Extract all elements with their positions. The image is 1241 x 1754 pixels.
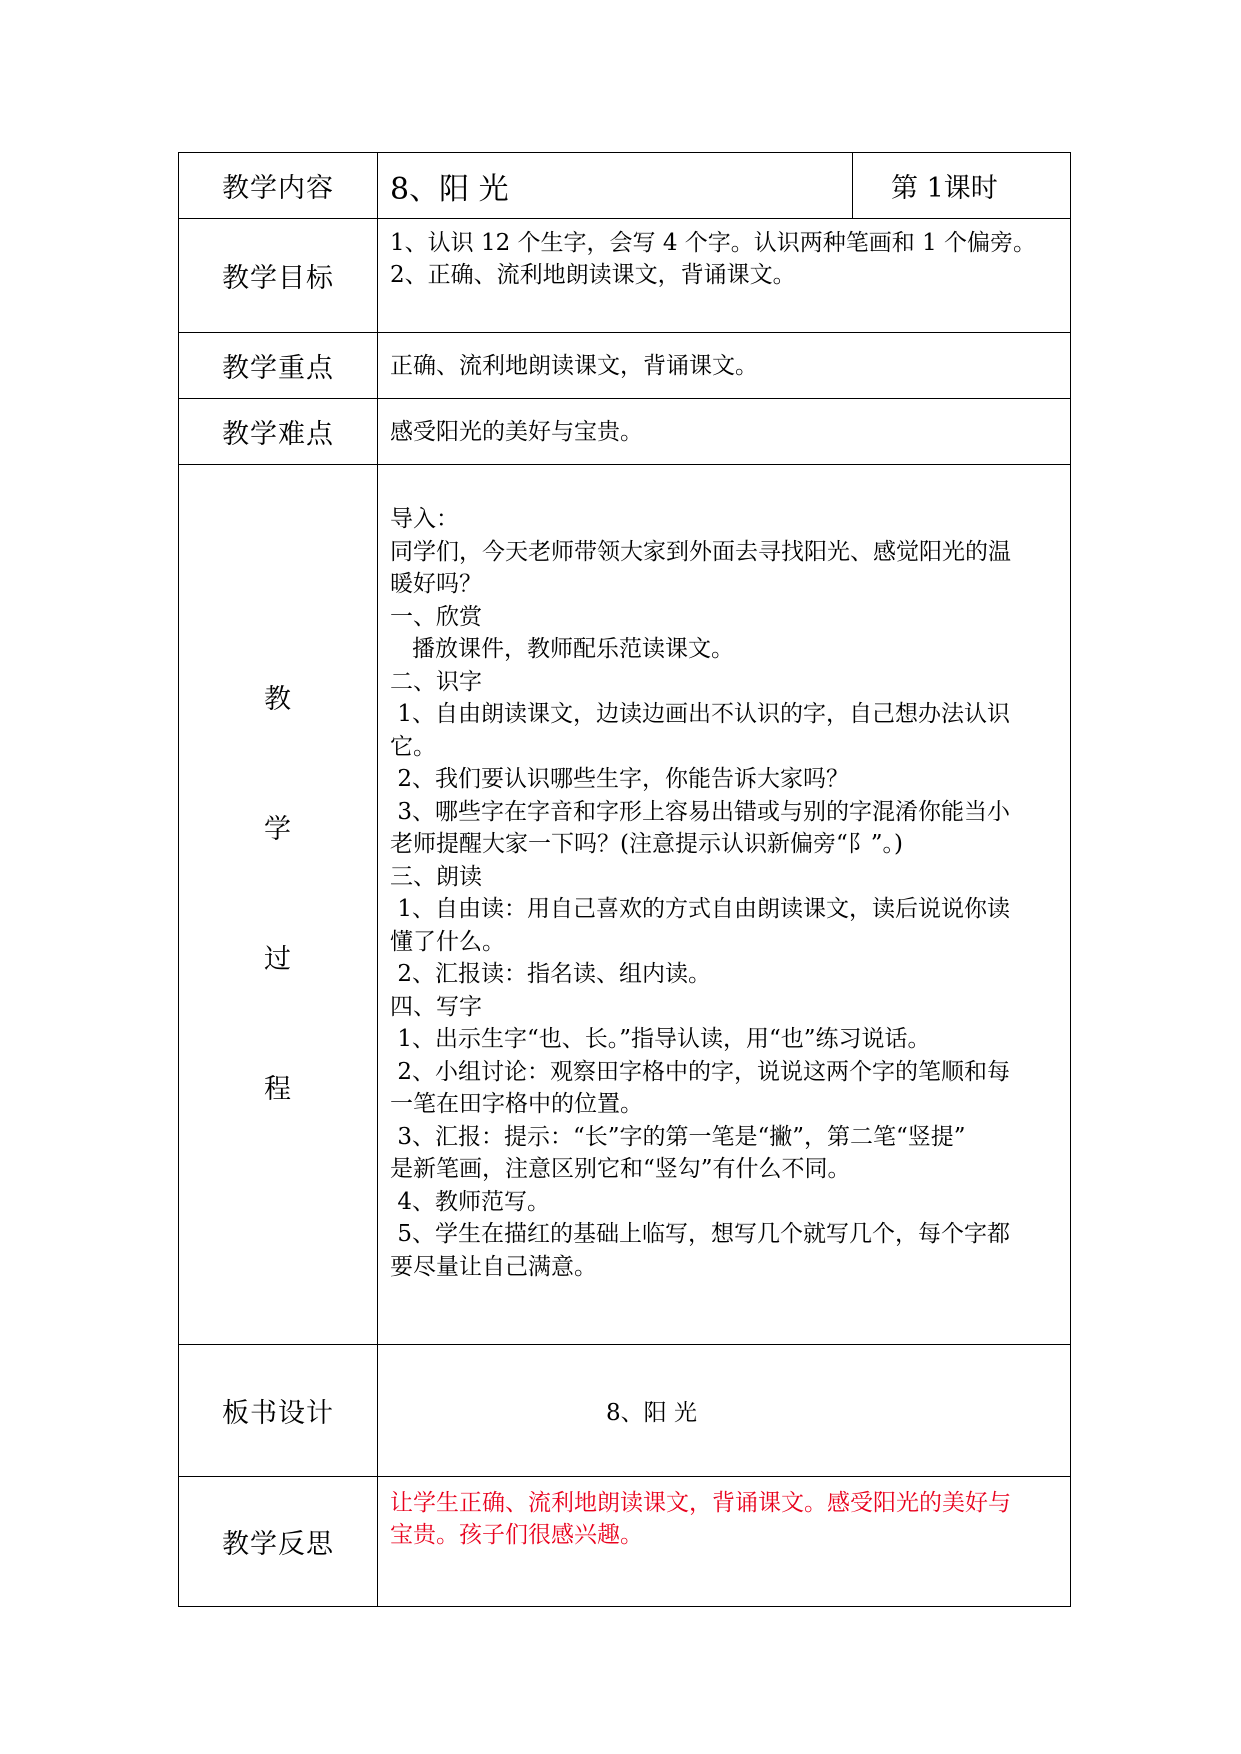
board-design-text: 8、阳 光 [378, 1345, 1071, 1477]
difficult-point-text: 感受阳光的美好与宝贵。 [378, 399, 1071, 465]
label-board-design: 板书设计 [179, 1345, 378, 1477]
lesson-title: 8、阳 光 [378, 153, 853, 219]
key-point-text: 正确、流利地朗读课文，背诵课文。 [378, 333, 1071, 399]
process-char-1: 教 [264, 684, 292, 715]
process-line: 1、自由朗读课文，边读边画出不认识的字，自己想办法认识 [390, 701, 1010, 727]
process-line: 1、出示生字“也、长。”指导认读，用“也”练习说话。 [390, 1026, 931, 1052]
goals-cell [378, 219, 1071, 333]
process-line: 导入： [390, 506, 459, 532]
process-line: 暖好吗？ [390, 571, 482, 597]
process-line: 是新笔画，注意区别它和“竖勾”有什么不同。 [390, 1156, 851, 1182]
row-board-design [179, 1345, 1071, 1477]
process-line: 4、教师范写。 [390, 1188, 550, 1215]
lesson-plan-table [178, 152, 1071, 1607]
process-char-4: 程 [264, 1074, 292, 1105]
process-char-2: 学 [264, 814, 292, 845]
goal-line-2: 2、正确、流利地朗读课文，背诵课文。 [390, 262, 796, 288]
process-line: 三、朗读 [390, 863, 482, 890]
process-line: 2、汇报读：指名读、组内读。 [390, 961, 711, 987]
process-line: 一、欣赏 [390, 603, 482, 630]
process-line: 懂了什么。 [390, 928, 505, 955]
label-goals: 教学目标 [179, 219, 378, 333]
process-char-3: 过 [264, 944, 292, 975]
label-key-point: 教学重点 [179, 333, 378, 399]
label-content: 教学内容 [179, 153, 378, 219]
row-goals [179, 219, 1071, 333]
row-process [179, 465, 1071, 1345]
goal-line-1: 1、认识 12 个生字，会写 4 个字。认识两种笔画和 1 个偏旁。 [390, 230, 1037, 256]
row-content [179, 153, 1071, 219]
process-line: 要尽量让自己满意。 [390, 1253, 597, 1280]
process-text [378, 465, 1071, 1345]
process-line: 2、小组讨论：观察田字格中的字，说说这两个字的笔顺和每 [390, 1058, 1010, 1085]
lesson-period: 第 1课时 [853, 153, 1071, 219]
process-line: 同学们，今天老师带领大家到外面去寻找阳光、感觉阳光的温 [390, 538, 1011, 565]
process-line: 四、写字 [390, 993, 482, 1020]
process-line: 5、学生在描红的基础上临写，想写几个就写几个，每个字都 [390, 1221, 1010, 1247]
process-line: 二、识字 [390, 668, 482, 695]
process-line: 播放课件，教师配乐范读课文。 [390, 636, 734, 662]
process-line: 一笔在田字格中的位置。 [390, 1091, 643, 1117]
process-line: 老师提醒大家一下吗？(注意提示认识新偏旁“阝”。) [390, 831, 903, 857]
reflection-line-1: 让学生正确、流利地朗读课文，背诵课文。感受阳光的美好与 [390, 1490, 1011, 1516]
process-line: 3、哪些字在字音和字形上容易出错或与别的字混淆你能当小 [390, 798, 1010, 825]
reflection-line-2: 宝贵。孩子们很感兴趣。 [390, 1522, 643, 1548]
row-difficult-point [179, 399, 1071, 465]
process-label-chars [179, 685, 377, 1205]
process-line: 1、自由读：用自己喜欢的方式自由朗读课文，读后说说你读 [390, 896, 1010, 922]
label-reflection: 教学反思 [179, 1477, 378, 1607]
label-process [179, 465, 378, 1345]
label-difficult-point: 教学难点 [179, 399, 378, 465]
row-key-point [179, 333, 1071, 399]
process-line: 3、汇报：提示：“长”字的第一笔是“撇”，第二笔“竖提” [390, 1123, 966, 1150]
reflection-text [378, 1477, 1071, 1607]
process-line: 2、我们要认识哪些生字，你能告诉大家吗？ [390, 766, 849, 792]
row-reflection [179, 1477, 1071, 1607]
process-line: 它。 [390, 733, 436, 760]
